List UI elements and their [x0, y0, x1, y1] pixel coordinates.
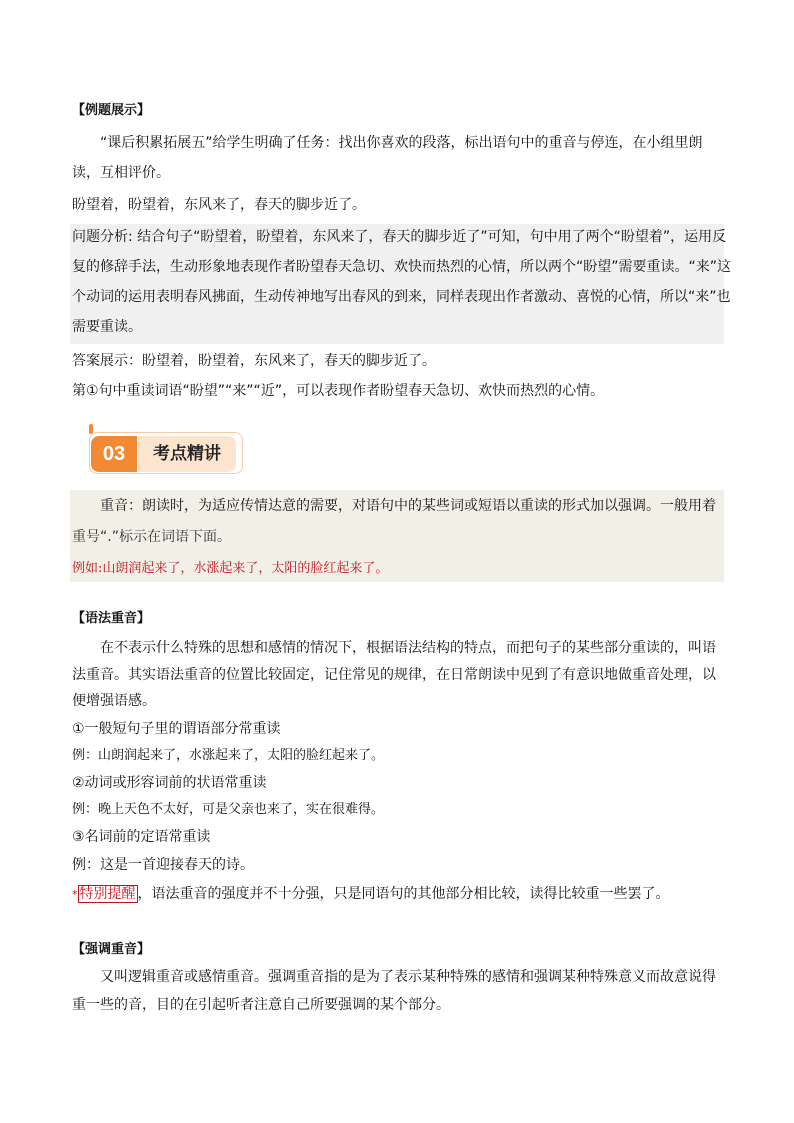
emphasis-paragraph-line-1: 又叫逻辑重音或感情重音。强调重音指的是为了表示某种特殊的感情和强调某种特殊意义而故意说得: [100, 969, 716, 985]
grammar-paragraph-line-3: 便增强语感。: [72, 693, 156, 709]
grammar-rule-1-example: 例：山朗润起来了，水涨起来了，太阳的脸红起来了。: [72, 748, 385, 763]
grammar-rule-2-example: 例：晚上天色不太好，可是父亲也来了，实在很难得。: [72, 802, 385, 817]
definition-line-2: 重号“.”标示在词语下面。: [72, 529, 231, 545]
example-quote: 盼望着，盼望着，东风来了，春天的脚步近了。: [72, 197, 366, 213]
analysis-line-1: 问题分析: 结合句子“盼望着，盼望着，东风来了，春天的脚步近了”可知，句中用了两个“盼望着”，运用反: [72, 229, 727, 245]
analysis-line-2: 复的修辞手法，生动形象地表现作者盼望春天急切、欢快而热烈的心情，所以两个“盼望”需要重读。“来”这: [72, 259, 732, 275]
grammar-rule-2: ②动词或形容词前的状语常重读: [72, 775, 267, 791]
section-title: 考点精讲: [138, 436, 236, 472]
tip-label: 特别提醒: [79, 886, 136, 902]
emphasis-header: 【强调重音】: [72, 942, 151, 957]
example-paragraph-line-2: 读，互相评价。: [72, 165, 170, 181]
example-header: 【例题展示】: [72, 103, 151, 118]
tip-star-icon: *: [72, 888, 78, 901]
tip-text: ，语法重音的强度并不十分强，只是同语句的其他部分相比较，读得比较重一些罢了。: [137, 886, 670, 902]
grammar-header: 【语法重音】: [72, 611, 151, 626]
example-paragraph-line-1: “课后积累拓展五”给学生明确了任务：找出你喜欢的段落，标出语句中的重音与停连，在小组里朗: [100, 135, 703, 151]
section-number: 03: [91, 436, 137, 472]
analysis-line-4: 需要重读。: [72, 319, 142, 335]
grammar-paragraph-line-1: 在不表示什么特殊的思想和感情的情况下，根据语法结构的特点，而把句子的某些部分重读的，叫语: [100, 640, 716, 656]
grammar-rule-1: ①一般短句子里的谓语部分常重读: [72, 721, 281, 737]
grammar-rule-3: ③名词前的定语常重读: [72, 829, 211, 845]
grammar-paragraph-line-2: 法重音。其实语法重音的位置比较固定，记住常见的规律，在日常朗读中见到了有意识地做重音处理，以: [72, 667, 716, 683]
answer-line: 答案展示：盼望着，盼望着，东风来了，春天的脚步近了。: [72, 353, 436, 369]
grammar-rule-3-example: 例：这是一首迎接春天的诗。: [72, 857, 254, 873]
definition-example: 例如:山朗润起来了，水涨起来了，太阳的脸红起来了。: [72, 561, 389, 576]
tip-line: [72, 885, 670, 904]
emphasis-paragraph-line-2: 重一些的音，目的在引起听者注意自己所要强调的某个部分。: [72, 997, 450, 1013]
definition-line-1: 重音：朗读时，为适应传情达意的需要，对语句中的某些词或短语以重读的形式加以强调。一般用着: [100, 498, 716, 514]
analysis-line-3: 个动词的运用表明春风拂面，生动传神地写出春风的到来，同样表现出作者激动、喜悦的心情，所以“来”也: [72, 289, 731, 305]
answer-explanation: 第①句中重读词语“盼望”“来”“近”，可以表现作者盼望春天急切、欢快而热烈的心情。: [72, 383, 605, 399]
